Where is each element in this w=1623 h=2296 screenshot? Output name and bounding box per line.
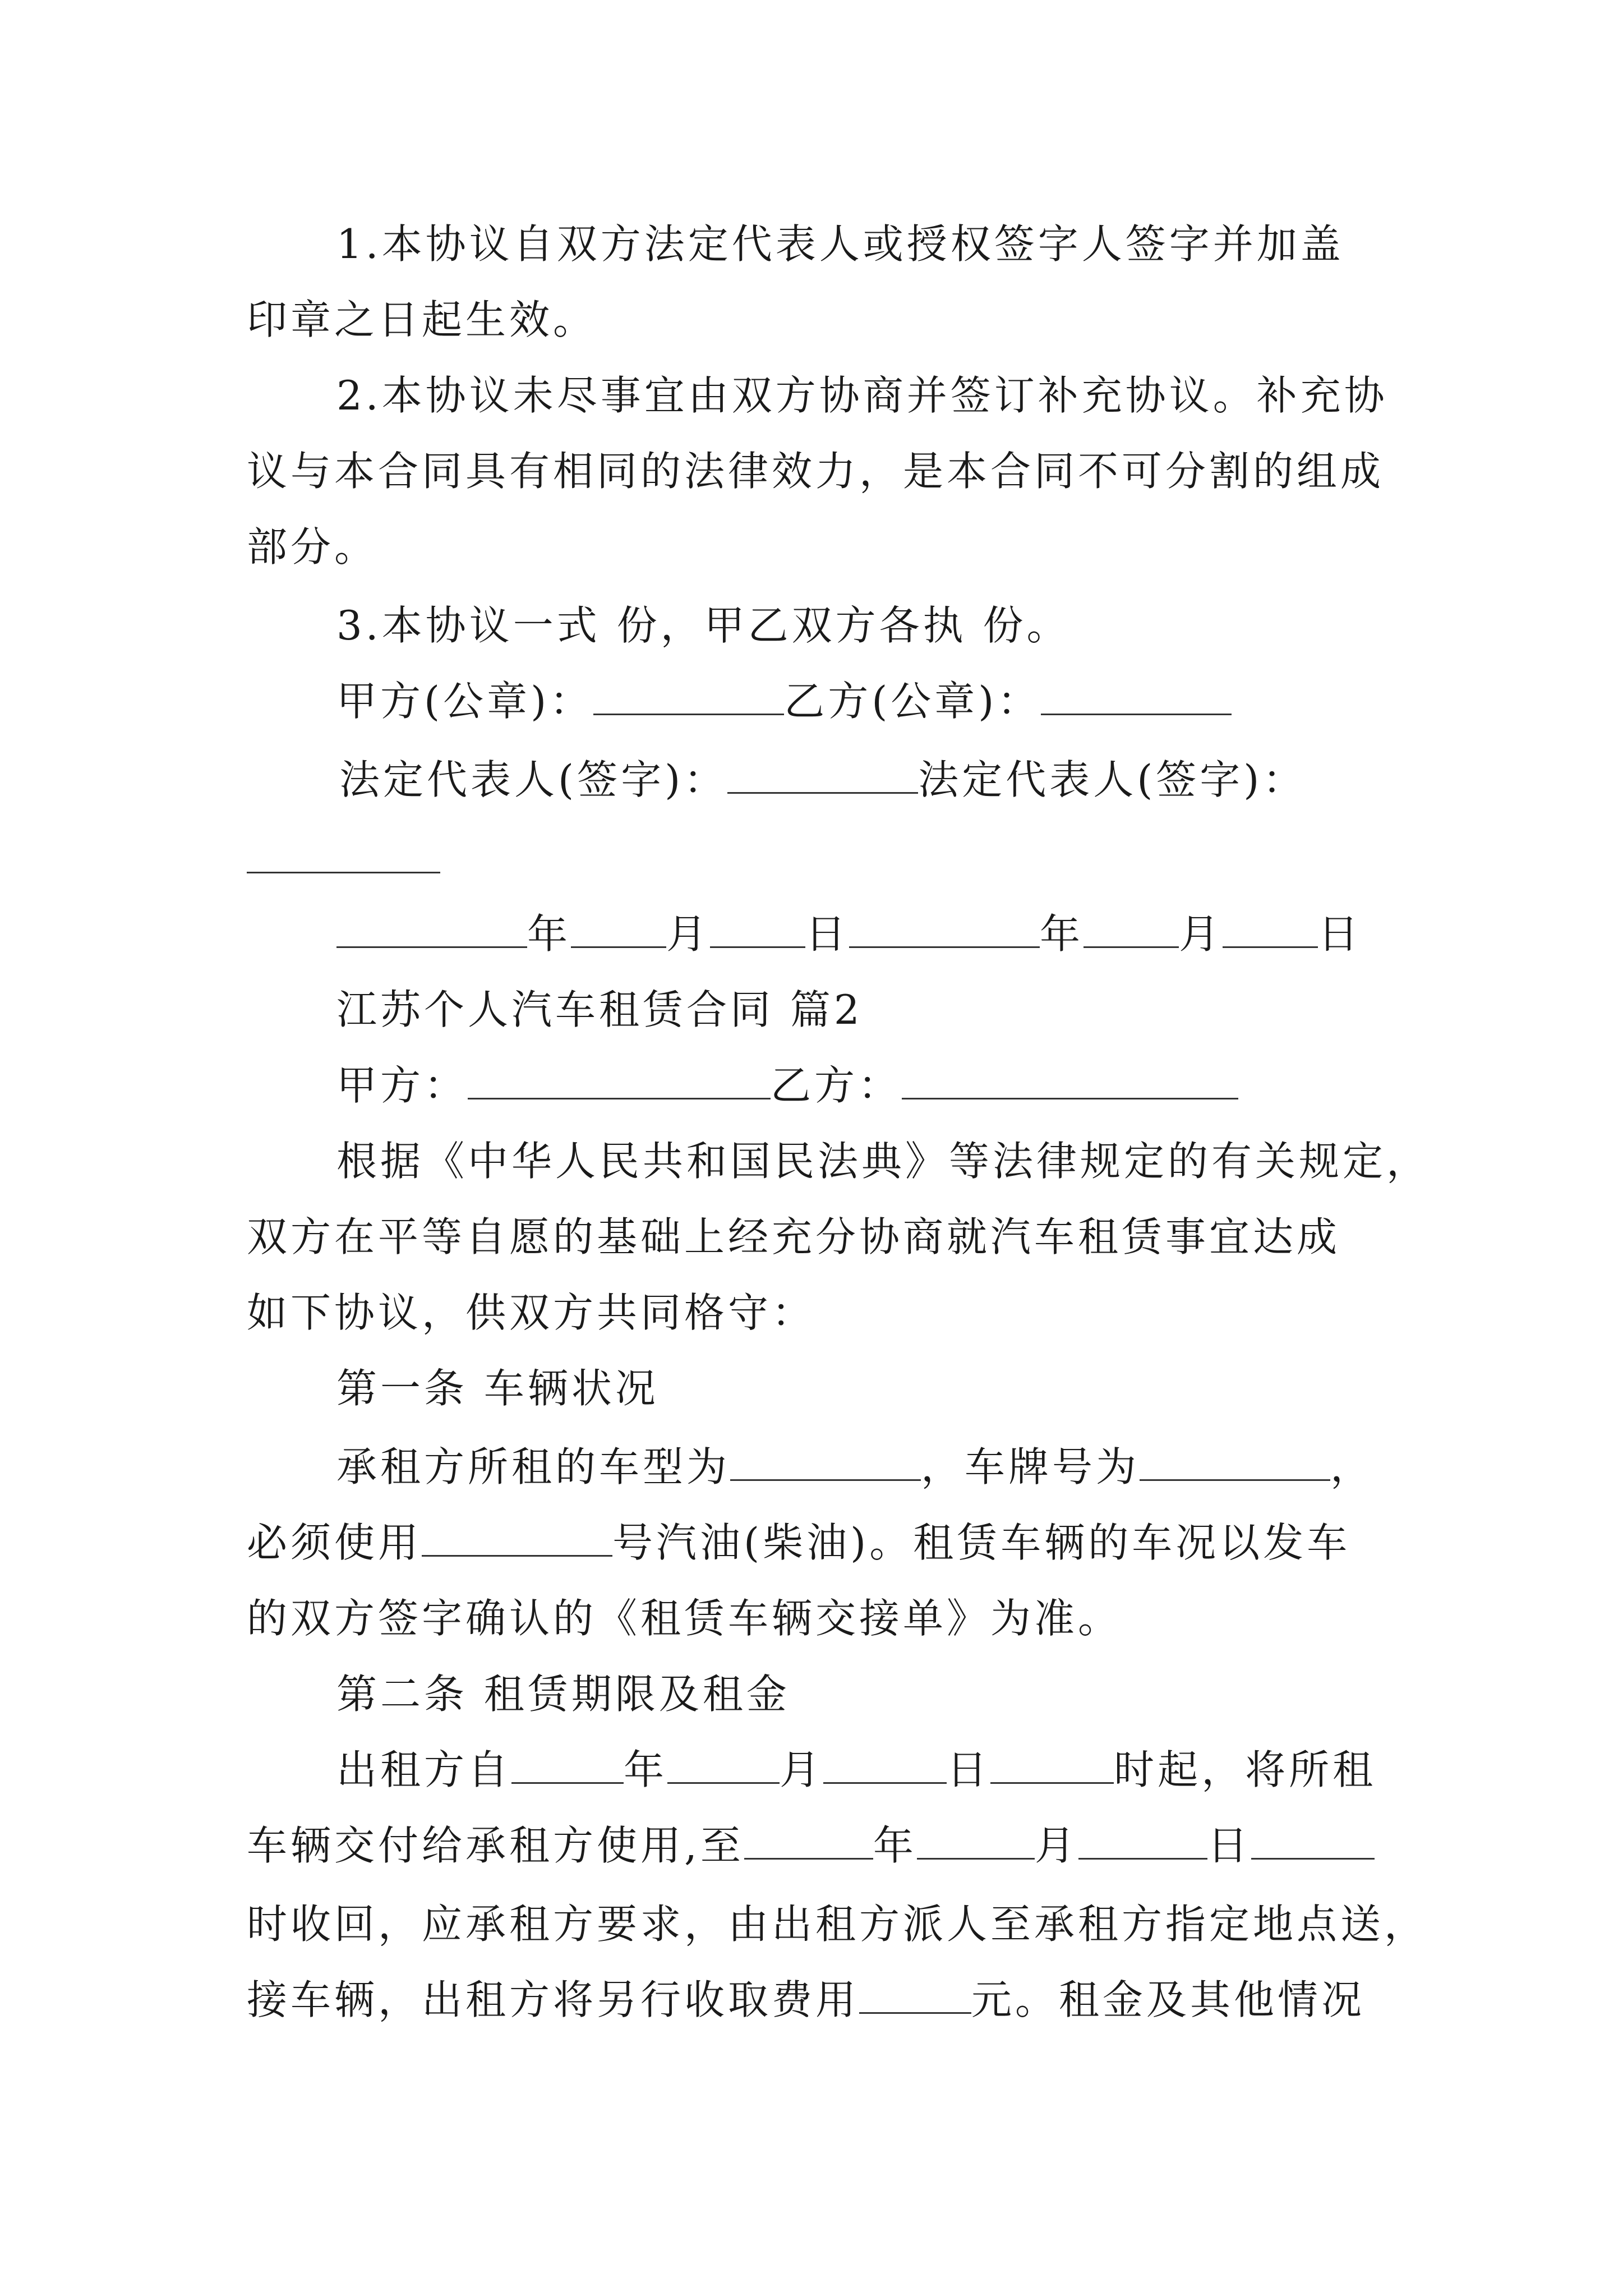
text-segment: 月 xyxy=(1034,1822,1078,1869)
text-segment: 车辆交付给承租方使用,至 xyxy=(247,1822,744,1869)
text-segment: 出租方自 xyxy=(336,1746,512,1793)
start-day-blank[interactable] xyxy=(823,1749,947,1784)
end-hour-blank[interactable] xyxy=(1251,1824,1375,1860)
text-segment: 1.本协议自双方法定代表人或授权签字人签字并加盖 xyxy=(336,220,1344,268)
text-segment: 议与本合同具有相同的法律效力，是本合同不可分割的组成 xyxy=(247,448,1385,495)
fuel-grade-blank[interactable] xyxy=(422,1521,612,1557)
text-segment: 日 xyxy=(1207,1822,1251,1869)
article-heading xyxy=(336,1666,790,1722)
text-segment: 印章之日起生效。 xyxy=(247,296,597,343)
seal-line xyxy=(336,673,1232,729)
text-segment: 承租方所租的车型为 xyxy=(336,1443,731,1490)
party-a-seal-label: 甲方(公章)： xyxy=(336,678,594,725)
text-segment: ， xyxy=(1330,1443,1375,1490)
date-b-month-label: 月 xyxy=(1179,910,1223,958)
car-model-blank[interactable] xyxy=(730,1446,921,1481)
text-line xyxy=(247,1590,1122,1646)
date-a-day-label: 日 xyxy=(805,910,850,958)
text-segment: 时起，将所租 xyxy=(1114,1746,1377,1793)
text-segment: 如下协议，供双方共同格守： xyxy=(247,1289,816,1336)
start-month-blank[interactable] xyxy=(667,1749,780,1784)
party-b-label: 乙方： xyxy=(771,1062,902,1109)
text-segment: 接车辆，出租方将另行收取费用 xyxy=(247,1976,860,2023)
text-segment: 月 xyxy=(780,1746,824,1793)
text-line xyxy=(336,1742,1376,1798)
end-day-blank[interactable] xyxy=(1078,1824,1207,1860)
party-b-seal-label: 乙方(公章)： xyxy=(784,678,1041,725)
text-segment: 年 xyxy=(624,1746,668,1793)
party-b-seal-blank[interactable] xyxy=(1041,680,1232,715)
text-line xyxy=(336,597,1070,654)
text-segment: 2.本协议未尽事宜由双方协商并签订补充协议。补充协 xyxy=(336,372,1388,419)
plate-number-blank[interactable] xyxy=(1140,1446,1330,1481)
text-line xyxy=(247,292,597,348)
text-line xyxy=(336,216,1344,272)
end-year-blank[interactable] xyxy=(744,1824,873,1860)
date-line xyxy=(336,906,1362,962)
text-line xyxy=(247,1896,1428,1952)
article-heading xyxy=(336,1360,659,1416)
start-year-blank[interactable] xyxy=(511,1749,624,1784)
text-segment: 元。租金及其他情况 xyxy=(971,1976,1366,2023)
section-title xyxy=(336,982,863,1038)
representative-line xyxy=(339,752,1306,808)
text-line xyxy=(247,1818,1375,1874)
date-b-year-label: 年 xyxy=(1040,910,1084,958)
text-line xyxy=(336,1133,1430,1189)
date-b-day-label: 日 xyxy=(1318,910,1362,958)
date-b-day-blank[interactable] xyxy=(1223,913,1318,948)
article-heading-text: 第一条 车辆状况 xyxy=(336,1365,659,1412)
text-segment: 日 xyxy=(947,1746,991,1793)
date-a-month-label: 月 xyxy=(666,910,711,958)
date-b-year-blank[interactable] xyxy=(849,913,1040,948)
text-segment: 3.本协议一式 份，甲乙双方各执 份。 xyxy=(336,602,1071,649)
text-line xyxy=(247,1285,815,1341)
date-a-year-label: 年 xyxy=(527,910,571,958)
party-b-blank[interactable] xyxy=(902,1064,1238,1099)
text-line xyxy=(336,367,1388,424)
article-heading-text: 第二条 租赁期限及租金 xyxy=(336,1671,790,1718)
party-b-representative-blank[interactable] xyxy=(247,871,440,873)
text-segment: 必须使用 xyxy=(247,1519,422,1566)
text-segment: 时收回，应承租方要求，由出租方派人至承租方指定地点送， xyxy=(247,1901,1428,1948)
text-line xyxy=(247,1209,1340,1265)
party-a-representative-blank[interactable] xyxy=(727,758,918,794)
delivery-fee-blank[interactable] xyxy=(859,1978,971,2014)
text-segment: 部分。 xyxy=(247,523,379,570)
text-line xyxy=(247,443,1384,499)
date-b-month-blank[interactable] xyxy=(1083,913,1179,948)
text-segment: 年 xyxy=(873,1822,917,1869)
text-segment: 根据《中华人民共和国民法典》等法律规定的有关规定， xyxy=(336,1138,1431,1185)
date-a-day-blank[interactable] xyxy=(710,913,805,948)
text-line xyxy=(336,1439,1374,1495)
party-a-seal-blank[interactable] xyxy=(593,680,784,715)
text-line xyxy=(247,519,378,575)
party-b-representative-label: 法定代表人(签字)： xyxy=(918,756,1307,803)
party-a-representative-label: 法定代表人(签字)： xyxy=(339,756,728,803)
party-a-blank[interactable] xyxy=(468,1064,771,1099)
date-a-year-blank[interactable] xyxy=(336,913,527,948)
text-line xyxy=(247,1515,1350,1571)
text-segment: 号汽油(柴油)。租赁车辆的车况以发车 xyxy=(612,1519,1351,1566)
text-line xyxy=(247,1972,1365,2028)
start-hour-blank[interactable] xyxy=(990,1749,1114,1784)
text-segment: 双方在平等自愿的基础上经充分协商就汽车租赁事宜达成 xyxy=(247,1213,1341,1260)
text-segment: ，车牌号为 xyxy=(921,1443,1140,1490)
party-a-label: 甲方： xyxy=(336,1062,468,1109)
end-month-blank[interactable] xyxy=(917,1824,1035,1860)
parties-line xyxy=(336,1057,1238,1114)
section-title-text: 江苏个人汽车租赁合同 篇2 xyxy=(336,986,863,1033)
date-a-month-blank[interactable] xyxy=(571,913,666,948)
text-segment: 的双方签字确认的《租赁车辆交接单》为准。 xyxy=(247,1595,1122,1642)
